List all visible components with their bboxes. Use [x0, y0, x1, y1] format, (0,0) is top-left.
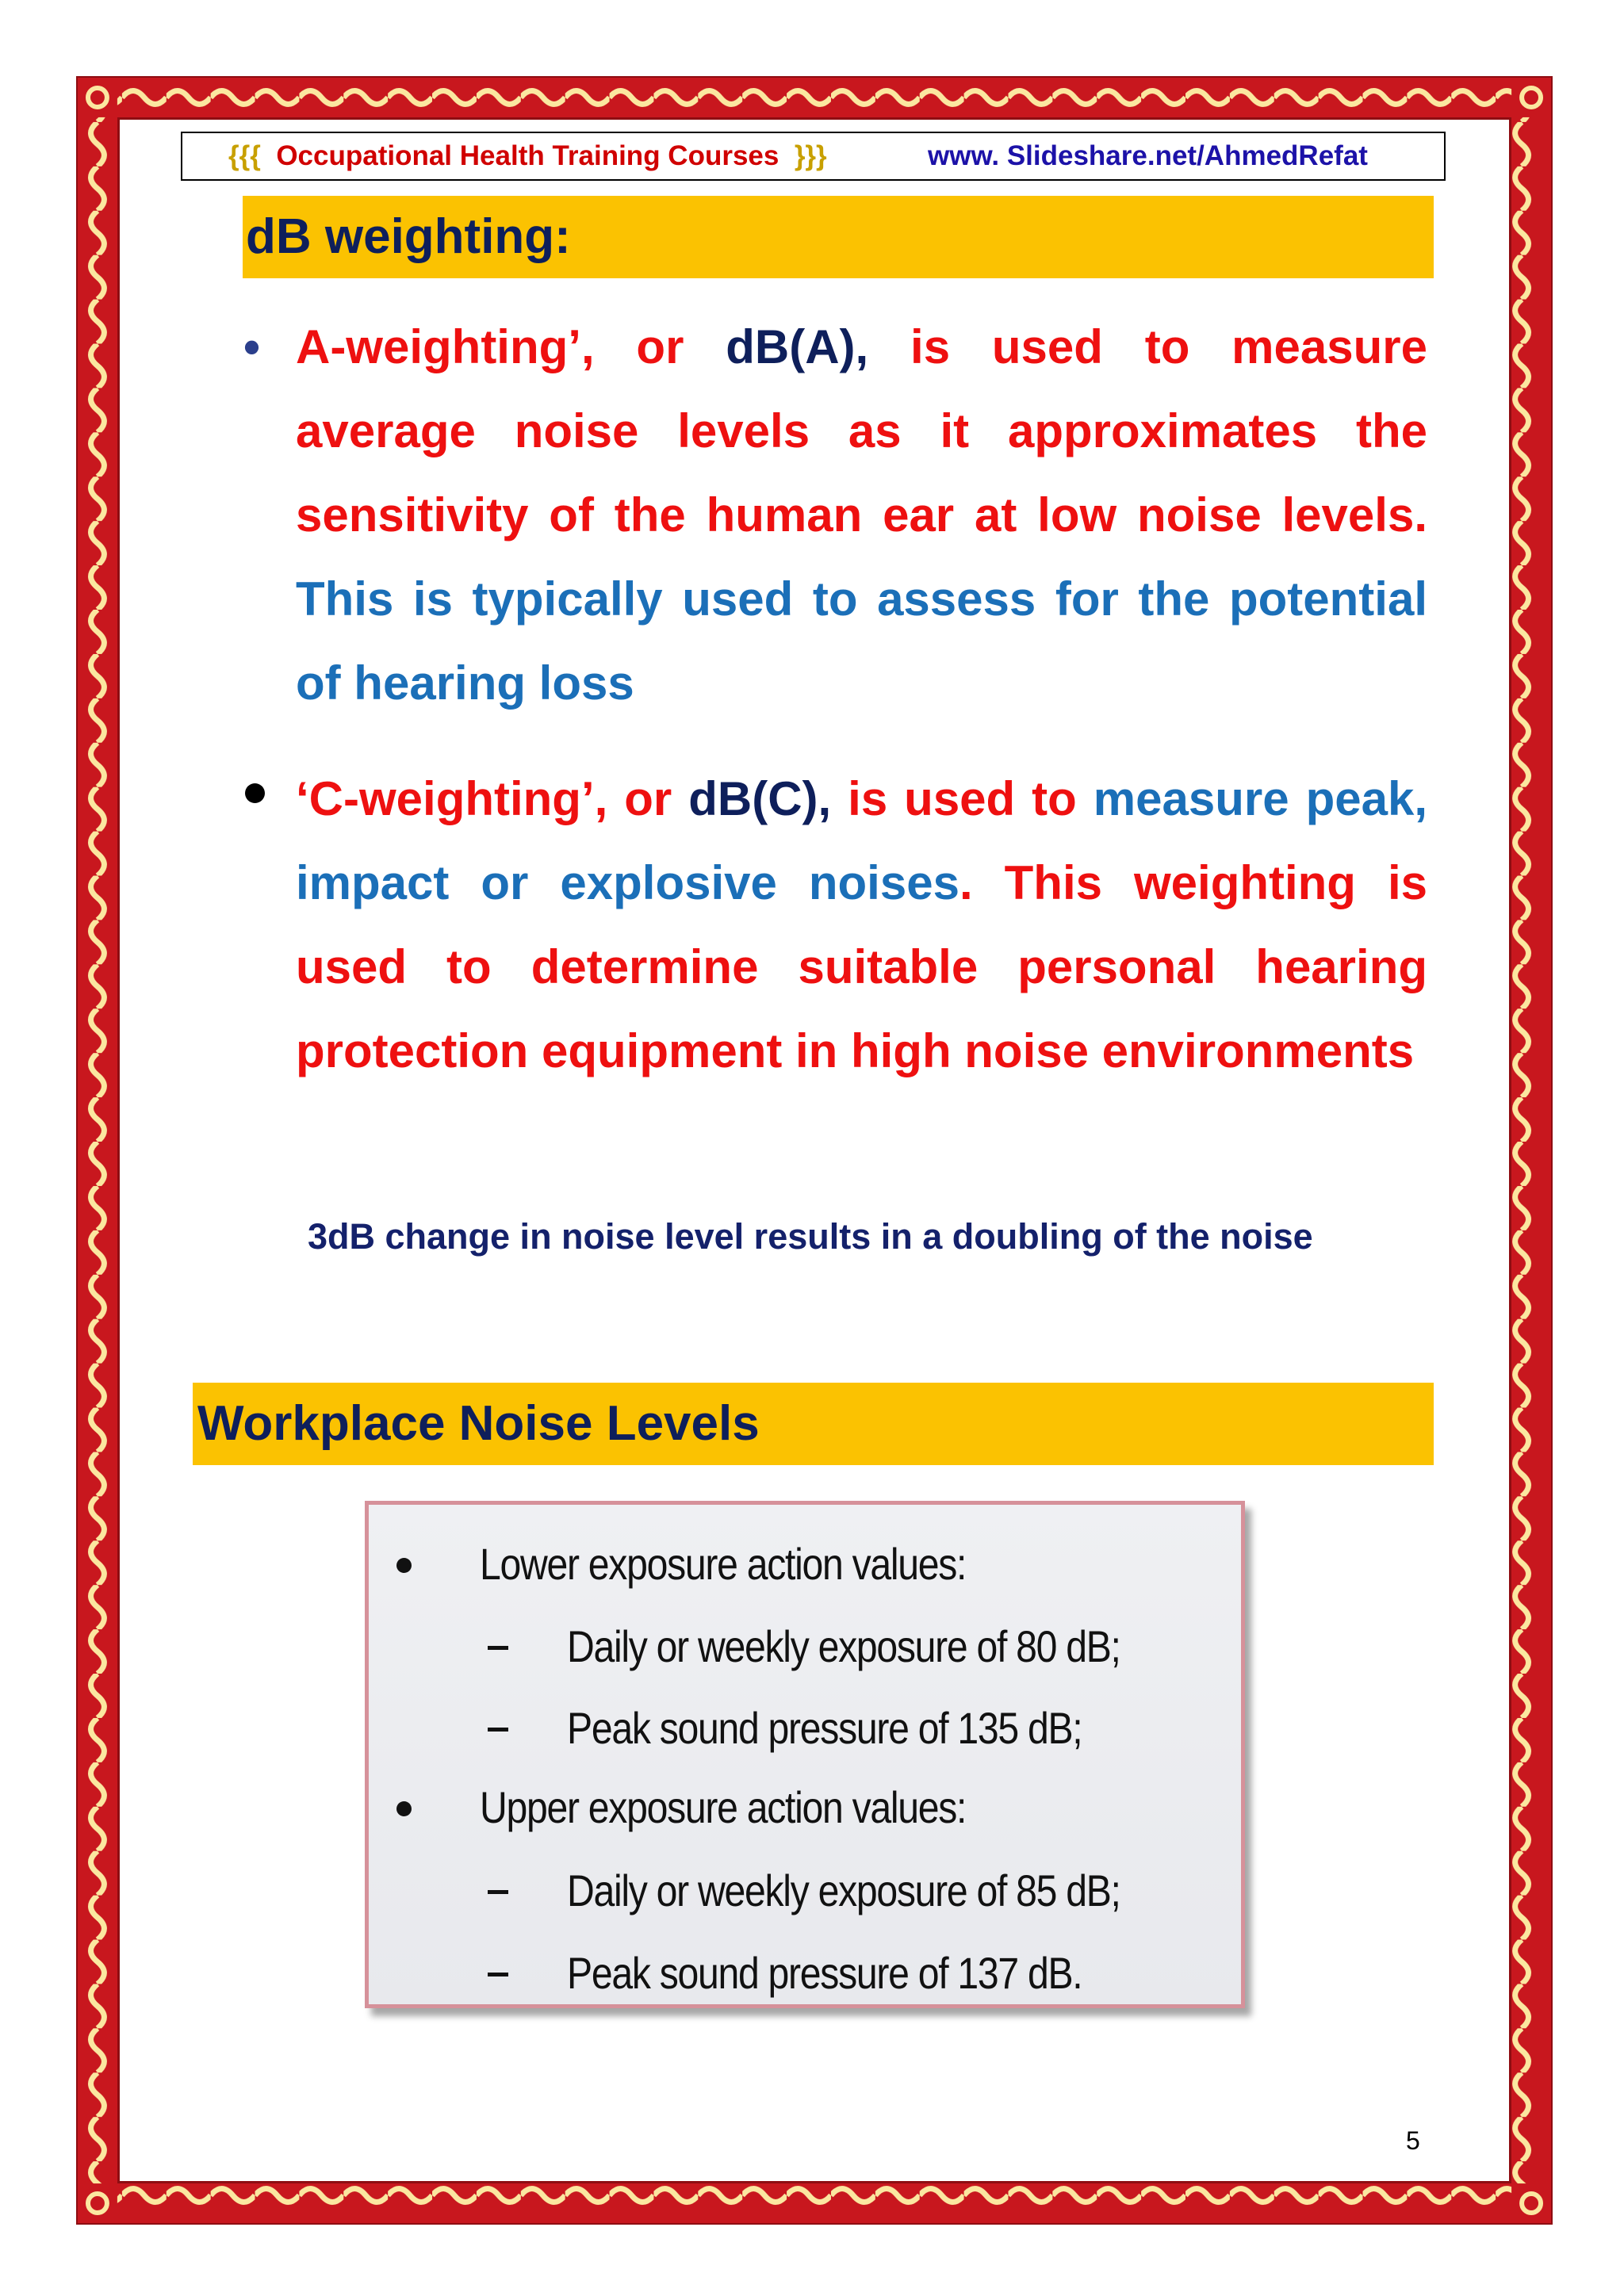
- section-heading-db-weighting: dB weighting:: [243, 196, 1434, 278]
- bullet-c-weighting: ‘C-weighting’, or dB(C), is used to measure peak, impact or explosive noises. This weighting is used to determine suitable personal hearing protection equipment in high noise environments: [296, 757, 1427, 1093]
- page-number: 5: [1406, 2126, 1420, 2155]
- section-heading-workplace-noise: Workplace Noise Levels: [193, 1383, 1434, 1465]
- exposure-values-figure: [365, 1501, 1245, 2008]
- dash-icon: [488, 1890, 508, 1894]
- bullet-icon: [245, 783, 265, 803]
- upper-exposure-heading: Upper exposure action values:: [480, 1782, 967, 1832]
- exposure-item: Daily or weekly exposure of 85 dB;: [567, 1866, 1120, 1915]
- header-banner: [181, 132, 1446, 181]
- dash-icon: [488, 1973, 508, 1976]
- bullet-icon: •: [243, 320, 261, 373]
- doubling-note: 3dB change in noise level results in a doubling of the noise: [308, 1216, 1313, 1257]
- bullet-icon: [396, 1801, 412, 1816]
- dash-icon: [488, 1728, 508, 1732]
- website-link[interactable]: www. Slideshare.net/AhmedRefat: [928, 140, 1368, 171]
- dash-icon: [488, 1646, 508, 1650]
- exposure-item: Daily or weekly exposure of 80 dB;: [567, 1621, 1120, 1671]
- course-title: {{{ Occupational Health Training Courses }}}: [228, 140, 827, 171]
- exposure-item: Peak sound pressure of 135 dB;: [567, 1703, 1082, 1753]
- bullet-a-weighting: • A-weighting’, or dB(A), is used to measure average noise levels as it approximates the sensitivity of the human ear at low noise levels. This is typically used to assess for the potential of hearing loss: [296, 305, 1427, 725]
- bullet-icon: [396, 1558, 412, 1573]
- lower-exposure-heading: Lower exposure action values:: [480, 1539, 967, 1589]
- exposure-item: Peak sound pressure of 137 dB.: [567, 1948, 1082, 1998]
